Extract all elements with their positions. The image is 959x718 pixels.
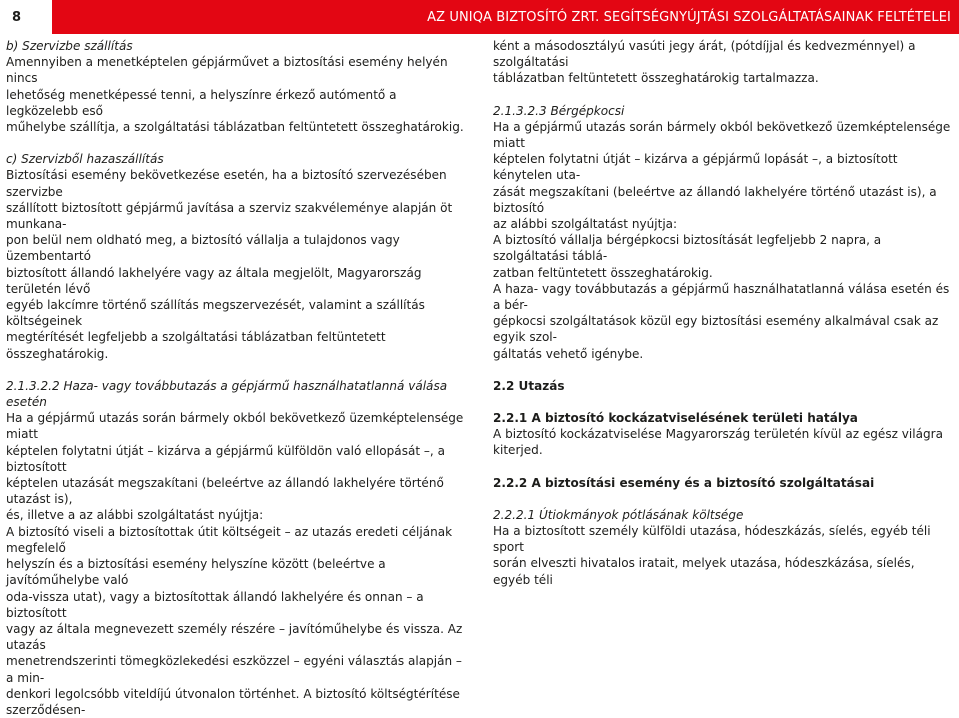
page-number: 8	[12, 10, 22, 25]
section-21323-line: gáltatás vehető igénybe.	[493, 346, 644, 361]
header-bar	[52, 0, 959, 34]
spacer	[493, 394, 955, 410]
section-21322-line: képtelen utazását megszakítani (beleértve az állandó lakhelyére történő utazást is),	[6, 476, 444, 507]
section-21322-heading: 2.1.3.2.2 Haza- vagy továbbutazás a gépjármű használhatatlanná válása esetén	[6, 378, 448, 410]
section-21322-line: és, illetve a az alábbi szolgáltatást nyújtja:	[6, 508, 264, 523]
section-221-heading: 2.2.1 A biztosító kockázatviselésének területi hatálya	[493, 411, 858, 426]
spacer	[493, 362, 955, 378]
section-21322-line: oda-vissza utat), vagy a biztosítottak állandó lakhelyére és onnan – a biztosított	[6, 589, 424, 620]
section-2221-heading: 2.2.2.1 Útiokmányok pótlásának költsége	[493, 507, 744, 522]
spacer	[493, 87, 955, 103]
section-21323-line: gépkocsi szolgáltatások közül egy biztosítási esemény alkalmával csak az egyik szol-	[493, 314, 939, 345]
page-header	[0, 0, 959, 34]
section-21322-line: vagy az általa megnevezett személy részére – javítóműhelybe és vissza. Az utazás	[6, 621, 463, 653]
section-22-heading: 2.2 Utazás	[493, 378, 565, 393]
section-c-line: egyéb lakcímre történő szállítás megszervezését, valamint a szállítás költségeinek	[6, 298, 425, 329]
spacer	[493, 491, 955, 507]
section-2221-line: során elveszti hivatalos iratait, melyek utazása, hódeszkázása, síelés, egyéb téli	[493, 556, 915, 587]
section-221-line: A biztosító kockázatviselése Magyarország területén kívül az egész világra kiterjed.	[493, 427, 943, 458]
section-b-line: lehetőség menetképessé tenni, a helyszínre érkező autómentő a legközelebb eső	[6, 87, 397, 118]
section-b-line: műhelybe szállítja, a szolgáltatási táblázatban feltüntetett összeghatárokig.	[6, 120, 464, 135]
header-title: AZ UNIQA BIZTOSÍTÓ ZRT. SEGÍTSÉGNYÚJTÁSI SZOLGÁLTATÁSAINAK FELTÉTELEI	[427, 10, 951, 25]
section-b-line: Amennyiben a menetképtelen gépjárművet a biztosítási esemény helyén nincs	[6, 55, 448, 86]
section-21323-line: zását megszakítani (beleértve az állandó lakhelyére történő utazást is), a biztosító	[493, 184, 937, 215]
section-21322-line: A biztosító viseli a biztosítottak útit költségeit – az utazás eredeti céljának megfelelő	[6, 524, 453, 555]
continuation-line: ként a másodosztályú vasúti jegy árát, (pótdíjjal és kedvezménnyel) a szolgáltatási	[493, 39, 916, 70]
spacer	[6, 135, 472, 151]
section-21322-line: denkori legolcsóbb viteldíjú útvonalon történhet. A biztosító költségtérítése szerződésen-	[6, 686, 460, 717]
left-column	[6, 38, 472, 718]
section-c-line: pon belül nem oldható meg, a biztosító vállalja a tulajdonos vagy üzembentartó	[6, 233, 400, 264]
spacer	[493, 459, 955, 475]
section-21323-heading: 2.1.3.2.3 Bérgépkocsi	[493, 103, 625, 118]
section-21323-line: az alábbi szolgáltatást nyújtja:	[493, 217, 678, 232]
section-21322-line: képtelen folytatni útját – kizárva a gépjármű külföldön való ellopását –, a biztosított	[6, 443, 445, 474]
section-21322-line: Ha a gépjármű utazás során bármely okból bekövetkező üzemképtelensége miatt	[6, 411, 464, 442]
right-column	[493, 38, 955, 588]
spacer	[6, 362, 472, 378]
section-21322-line: menetrendszerinti tömegközlekedési eszközzel – egyéni választás alapján – a min-	[6, 654, 462, 685]
section-2221-line: Ha a biztosított személy külföldi utazása, hódeszkázás, síelés, egyéb téli sport	[493, 524, 931, 555]
section-c-line: megtérítését legfeljebb a szolgáltatási táblázatban feltüntetett összeghatárokig.	[6, 330, 386, 361]
continuation-line: táblázatban feltüntetett összeghatárokig tartalmazza.	[493, 71, 819, 86]
section-c-line: Biztosítási esemény bekövetkezése esetén, ha a biztosító szervezésében szervizbe	[6, 168, 447, 199]
section-21322-line: helyszín és a biztosítási esemény helyszíne között (beleértve a javítóműhelybe való	[6, 557, 386, 588]
section-21323-line: zatban feltüntetett összeghatárokig.	[493, 265, 713, 280]
section-21323-line: képtelen folytatni útját – kizárva a gépjármű lopását –, a biztosított kénytelen uta-	[493, 152, 898, 183]
section-c-heading: c) Szervizből hazaszállítás	[6, 152, 164, 167]
section-c-line: biztosított állandó lakhelyére vagy az általa megjelölt, Magyarország területén lévő	[6, 265, 422, 296]
section-b-heading: b) Szervizbe szállítás	[6, 39, 133, 53]
section-21323-line: A biztosító vállalja bérgépkocsi biztosítását legfeljebb 2 napra, a szolgáltatási táblá-	[493, 233, 882, 264]
section-c-line: szállított biztosított gépjármű javítása a szerviz szakvéleménye alapján öt munkana-	[6, 200, 453, 232]
section-21323-line: A haza- vagy továbbutazás a gépjármű használhatatlanná válása esetén és a bér-	[493, 281, 950, 313]
section-222-heading: 2.2.2 A biztosítási esemény és a biztosító szolgáltatásai	[493, 475, 875, 490]
section-21323-line: Ha a gépjármű utazás során bármely okból bekövetkező üzemképtelensége miatt	[493, 119, 951, 151]
